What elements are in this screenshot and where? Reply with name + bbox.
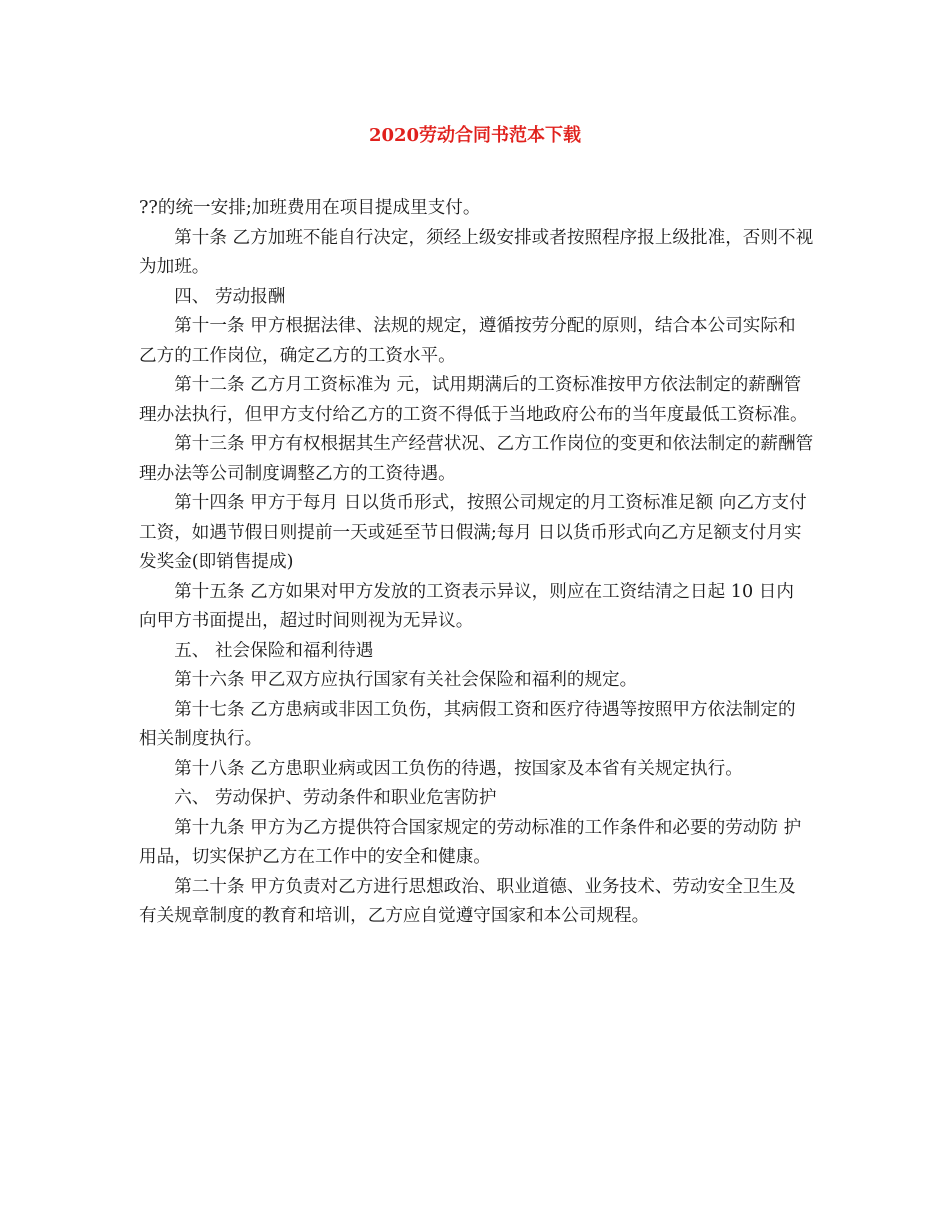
article-10: 第十条 乙方加班不能自行决定，须经上级安排或者按照程序报上级批准，否则不视为加班。 [139,227,814,277]
article-16: 第十六条 甲乙双方应执行国家有关社会保险和福利的规定。 [174,670,638,690]
article-11: 第十一条 甲方根据法律、法规的规定，遵循按劳分配的原则，结合本公司实际和 乙方的工作岗位，确定乙方的工资水平。 [139,316,796,366]
article-18: 第十八条 乙方患职业病或因工负伤的待遇，按国家及本省有关规定执行。 [174,758,743,779]
paragraph-continuation: ??的统一安排;加班费用在项目提成里支付。 [139,198,481,218]
article-19: 第十九条 甲方为乙方提供符合国家规定的劳动标准的工作条件和必要的劳动防 护用品，切实保护乙方在工作中的安全和健康。 [139,817,802,867]
article-15: 第十五条 乙方如果对甲方发放的工资表示异议，则应在工资结清之日起 10 日内 向甲方书面提出，超过时间则视为无异议。 [139,581,794,631]
article-20: 第二十条 甲方负责对乙方进行思想政治、职业道德、业务技术、劳动安全卫生及 有关规章制度的教育和培训，乙方应自觉遵守国家和本公司规程。 [139,876,796,926]
section-heading-6: 六、 劳动保护、劳动条件和职业危害防护 [174,788,497,808]
section-heading-4: 四、 劳动报酬 [174,286,286,307]
article-17: 第十七条 乙方患病或非因工负伤，其病假工资和医疗待遇等按照甲方依法制定的 相关制度执行。 [139,699,796,749]
document-body [139,194,814,932]
section-heading-5: 五、 社会保险和福利待遇 [174,640,374,661]
article-14: 第十四条 甲方于每月 日以货币形式，按照公司规定的月工资标准足额 向乙方支付工资，如遇节假日则提前一天或延至节日假满;每月 日以货币形式向乙方足额支付月实发奖金(即销售提成) [139,493,807,572]
article-12: 第十二条 乙方月工资标准为 元，试用期满后的工资标准按甲方依法制定的薪酬管理办法执行，但甲方支付给乙方的工资不得低于当地政府公布的当年度最低工资标准。 [139,375,808,425]
document-title: 2020劳动合同书范本下载 [368,125,582,146]
article-13: 第十三条 甲方有权根据其生产经营状况、乙方工作岗位的变更和依法制定的薪酬管理办法等公司制度调整乙方的工资待遇。 [139,434,814,484]
